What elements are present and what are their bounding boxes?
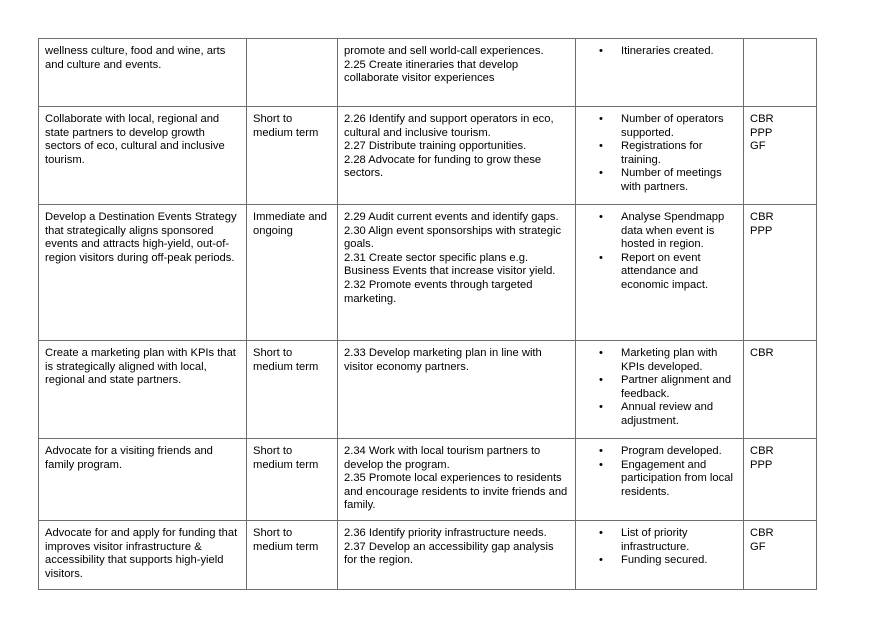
measures-cell — [576, 521, 744, 590]
measure-item: • Program developed. — [621, 445, 737, 459]
actions-cell — [338, 521, 576, 590]
action-item: 2.30 Align event sponsorships with strategic goals. — [344, 224, 562, 251]
objective-cell: Advocate for a visiting friends and family program. — [39, 439, 247, 521]
measures-list — [582, 527, 737, 568]
objective-cell: Collaborate with local, regional and state partners to develop growth sectors of eco, cultural and inclusive tourism. — [39, 107, 247, 205]
measures-list — [582, 445, 737, 499]
measure-item: • Marketing plan with KPIs developed. — [621, 347, 737, 374]
table-row — [39, 107, 817, 205]
actions-cell — [338, 205, 576, 341]
partner-code: GF — [750, 540, 766, 553]
partners-cell — [744, 521, 817, 590]
measures-cell — [576, 341, 744, 439]
measures-cell — [576, 439, 744, 521]
measure-item: • Analyse Spendmapp data when event is hosted in region. — [621, 211, 737, 252]
action-item: 2.28 Advocate for funding to grow these sectors. — [344, 153, 542, 180]
partner-code: CBR — [750, 211, 774, 223]
partner-code: PPP — [750, 224, 773, 237]
measure-item: • Annual review and adjustment. — [621, 401, 737, 428]
measures-cell — [576, 205, 744, 341]
actions-cell — [338, 341, 576, 439]
actions-cell — [338, 439, 576, 521]
action-item: 2.27 Distribute training opportunities. — [344, 140, 527, 153]
action-item: 2.25 Create itineraries that develop collaborate visitor experiences — [344, 58, 519, 85]
action-plan-table — [38, 38, 817, 590]
measure-item: • Engagement and participation from local residents. — [621, 459, 737, 500]
table-row — [39, 39, 817, 107]
table-row — [39, 439, 817, 521]
measures-list — [582, 113, 737, 195]
measures-cell — [576, 39, 744, 107]
partner-code: CBR — [750, 347, 774, 359]
timeframe-cell: Short to medium term — [247, 521, 338, 590]
action-item: promote and sell world-call experiences. — [344, 45, 544, 57]
partners-cell — [744, 39, 817, 107]
actions-cell — [338, 39, 576, 107]
partner-code: GF — [750, 140, 766, 153]
action-item: 2.31 Create sector specific plans e.g. Business Events that increase visitor yield. — [344, 251, 556, 278]
table-row — [39, 521, 817, 590]
measure-item: • Funding secured. — [621, 554, 737, 568]
partners-cell — [744, 205, 817, 341]
measure-item: • List of priority infrastructure. — [621, 527, 737, 554]
measure-item: • Registrations for training. — [621, 140, 737, 167]
action-item: 2.37 Develop an accessibility gap analysis for the region. — [344, 540, 554, 567]
measures-list — [582, 347, 737, 429]
partner-code: CBR — [750, 527, 774, 539]
measure-item: • Partner alignment and feedback. — [621, 374, 737, 401]
timeframe-cell: Short to medium term — [247, 341, 338, 439]
partner-code: CBR — [750, 113, 774, 125]
measure-item: • Number of operators supported. — [621, 113, 737, 140]
timeframe-cell: Immediate and ongoing — [247, 205, 338, 341]
action-item: 2.35 Promote local experiences to residents and encourage residents to invite friends and family. — [344, 472, 568, 512]
action-item: 2.32 Promote events through targeted marketing. — [344, 278, 533, 305]
action-item: 2.26 Identify and support operators in eco, cultural and inclusive tourism. — [344, 113, 554, 139]
timeframe-cell: Short to medium term — [247, 439, 338, 521]
objective-cell: Create a marketing plan with KPIs that is strategically aligned with local, regional and state partners. — [39, 341, 247, 439]
actions-cell — [338, 107, 576, 205]
objective-cell: wellness culture, food and wine, arts and culture and events. — [39, 39, 247, 107]
objective-cell: Advocate for and apply for funding that improves visitor infrastructure & accessibility that supports high-yield visitors. — [39, 521, 247, 590]
action-item: 2.36 Identify priority infrastructure needs. — [344, 527, 547, 539]
timeframe-cell: Short to medium term — [247, 107, 338, 205]
measures-list — [582, 45, 737, 59]
partners-cell — [744, 107, 817, 205]
action-plan-body — [39, 39, 817, 590]
partner-code: CBR — [750, 445, 774, 457]
measure-item: • Number of meetings with partners. — [621, 167, 737, 194]
action-item: 2.29 Audit current events and identify gaps. — [344, 211, 559, 223]
measure-item: • Report on event attendance and economic impact. — [621, 252, 737, 293]
partners-cell — [744, 341, 817, 439]
partner-code: PPP — [750, 458, 773, 471]
measures-cell — [576, 107, 744, 205]
timeframe-cell — [247, 39, 338, 107]
objective-cell: Develop a Destination Events Strategy that strategically aligns sponsored events and attracts high-yield, out-of-region visitors during off-peak periods. — [39, 205, 247, 341]
partners-cell — [744, 439, 817, 521]
table-row — [39, 341, 817, 439]
table-row — [39, 205, 817, 341]
action-item: 2.34 Work with local tourism partners to develop the program. — [344, 445, 541, 471]
partner-code: PPP — [750, 126, 773, 139]
measure-item: • Itineraries created. — [621, 45, 737, 59]
measures-list — [582, 211, 737, 293]
action-item: 2.33 Develop marketing plan in line with visitor economy partners. — [344, 347, 542, 373]
